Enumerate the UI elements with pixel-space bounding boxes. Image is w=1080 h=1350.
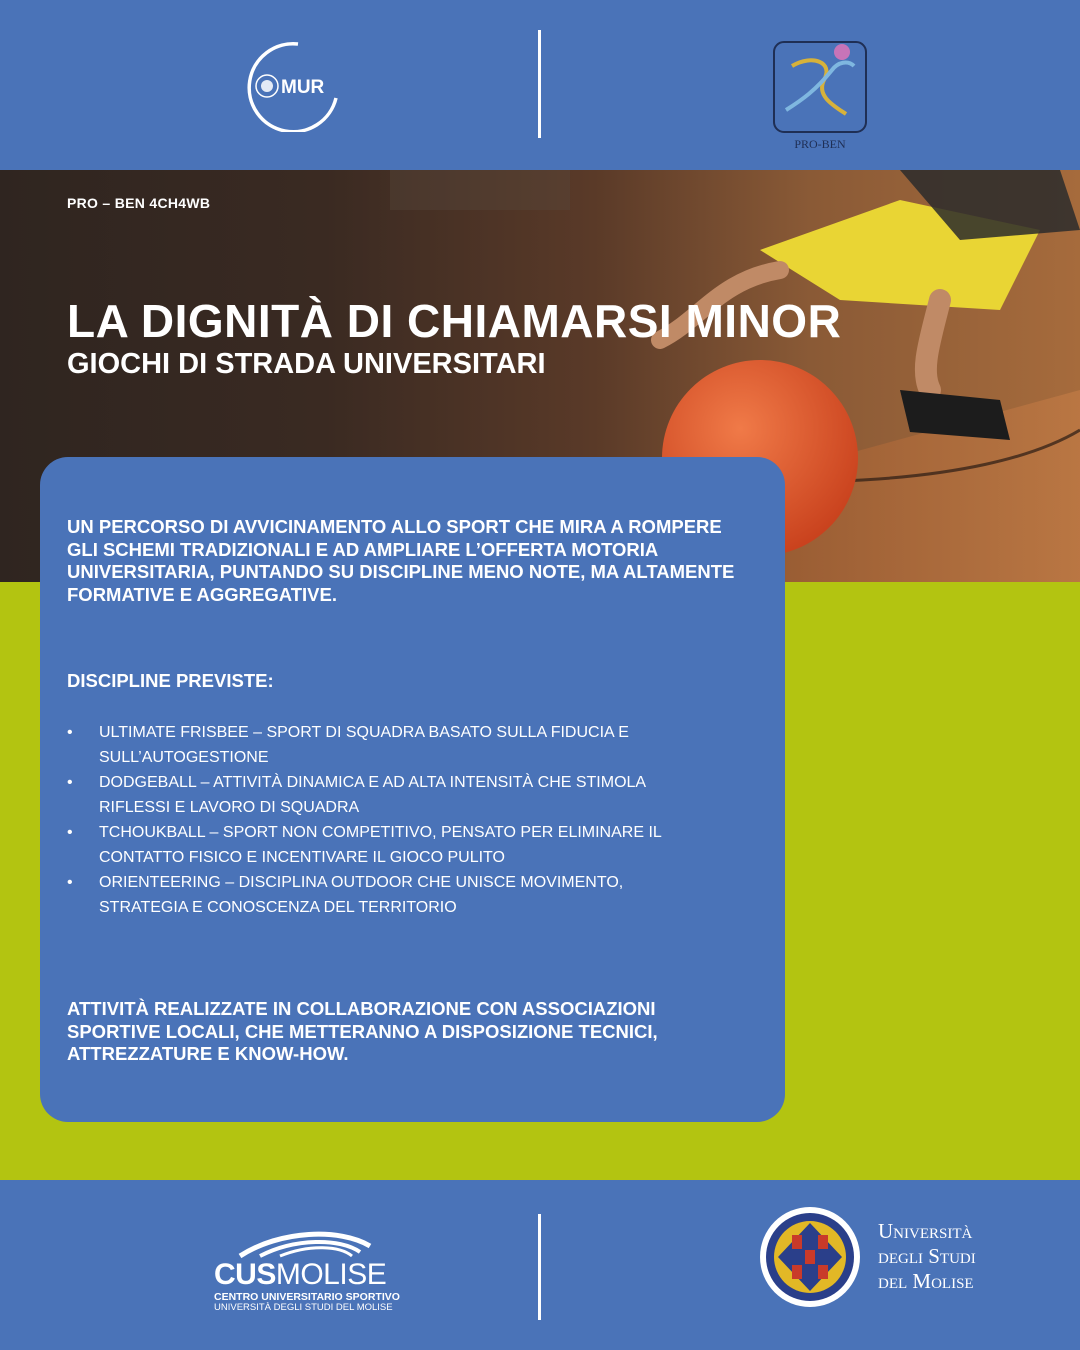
cus-tagline: CENTRO UNIVERSITARIO SPORTIVO [214, 1291, 400, 1303]
cus-molise-logo [214, 1258, 386, 1292]
university-name [878, 1219, 976, 1294]
list-item [67, 870, 707, 920]
brain-icon [834, 44, 850, 60]
university-name-line2: degli Studi [878, 1244, 976, 1268]
cus-university-line: UNIVERSITÀ DEGLI STUDI DEL MOLISE [214, 1302, 393, 1313]
proben-logo [772, 40, 868, 152]
player-shoe [900, 390, 1010, 440]
list-item [67, 820, 707, 870]
disciplines-heading: DISCIPLINE PREVISTE: [67, 670, 274, 691]
outro-paragraph: ATTIVITÀ REALIZZATE IN COLLABORAZIONE CON ASSOCIAZIONI SPORTIVE LOCALI, CHE METTERANNO A DISPOSIZIONE TECNICI, ATTREZZATURE E KNOW-HOW. [67, 998, 658, 1064]
university-seal-icon [758, 1205, 862, 1309]
list-item [67, 770, 707, 820]
cus-wordmark: CUS [214, 1258, 276, 1291]
proben-label: PRO-BEN [794, 137, 846, 151]
project-code: PRO – BEN 4CH4WB [67, 195, 211, 211]
bullet-icon: • [67, 874, 73, 891]
intro-paragraph: UN PERCORSO DI AVVICINAMENTO ALLO SPORT CHE MIRA A ROMPERE GLI SCHEMI TRADIZIONALI E AD AMPLIARE L’OFFERTA MOTORIA UNIVERSITARIA, PUNTANDO SU DISCIPLINE MENO NOTE, MA ALTAMENTE FORMATIVE E AGGREGATIVE. [67, 516, 735, 605]
mur-label: MUR [281, 77, 325, 98]
discipline-ultimate-frisbee: ULTIMATE FRISBEE – SPORT DI SQUADRA BASATO SULLA FIDUCIA E SULL’AUTOGESTIONE [99, 724, 629, 766]
page-title: LA DIGNITÀ DI CHIAMARSI MINOR [67, 295, 842, 347]
bullet-icon: • [67, 724, 73, 741]
discipline-tchoukball: TCHOUKBALL – SPORT NON COMPETITIVO, PENSATO PER ELIMINARE IL CONTATTO FISICO E INCENTIVARE IL GIOCO PULITO [99, 824, 662, 866]
footer-divider [538, 1214, 541, 1320]
list-item [67, 720, 707, 770]
university-name-line3: del Molise [878, 1269, 974, 1293]
top-header-band [0, 0, 1080, 170]
page-subtitle: GIOCHI DI STRADA UNIVERSITARI [67, 348, 546, 380]
molise-wordmark: MOLISE [275, 1258, 387, 1291]
mur-logo [240, 40, 340, 132]
bullet-icon: • [67, 824, 73, 841]
discipline-dodgeball: DODGEBALL – ATTIVITÀ DINAMICA E AD ALTA INTENSITÀ CHE STIMOLA RIFLESSI E LAVORO DI SQUADRA [99, 774, 646, 816]
header-divider [538, 30, 541, 138]
disciplines-list [67, 720, 707, 920]
university-name-line1: Università [878, 1219, 973, 1243]
discipline-orienteering: ORIENTEERING – DISCIPLINA OUTDOOR CHE UNISCE MOVIMENTO, STRATEGIA E CONOSCENZA DEL TERRITORIO [99, 874, 624, 916]
bullet-icon: • [67, 774, 73, 791]
